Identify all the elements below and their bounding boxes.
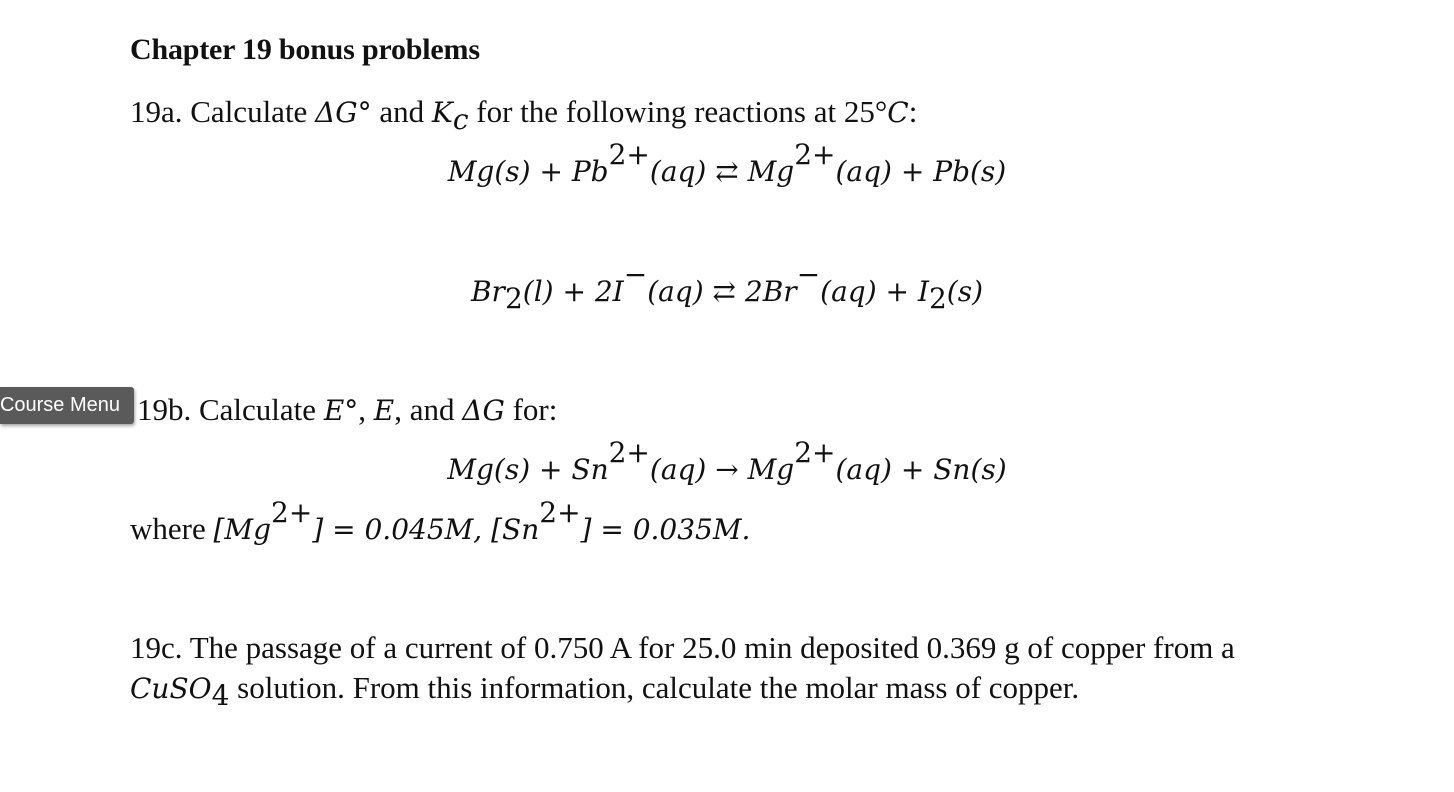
page-title: Chapter 19 bonus problems bbox=[130, 33, 480, 66]
problem-19c-line-1: 19c. The passage of a current of 0.750 A for 25.0 min deposited 0.369 g of copper from a bbox=[130, 630, 1235, 665]
problem-19b-prompt: 19b. Calculate E°, E, and ΔG for: bbox=[137, 392, 558, 427]
reaction-equation-2: $Br_2(l) + 2I^-(aq)$ ⇄ $2Br^-(aq) + I_2(s)$ bbox=[470, 258, 984, 315]
concentration-conditions: where $[Mg^{2+}] = 0.045M$, $[Sn^{2+}] = 0.035M$. bbox=[130, 496, 751, 546]
reaction-equation-3: $Mg(s) + Sn^{2+}(aq) \to Mg^{2+}(aq) + Sn(s)$ bbox=[447, 436, 1007, 486]
reaction-equation-1: $Mg(s) + Pb^{2+}(aq)$ ⇄ $Mg^{2+}(aq) + Pb(s)$ bbox=[447, 138, 1007, 188]
course-menu-button[interactable]: Course Menu bbox=[0, 387, 134, 424]
problem-19c-line-2: CuSO$_4$ solution. From this information, calculate the molar mass of copper. bbox=[130, 670, 1080, 712]
problem-19a-prompt: 19a. Calculate ΔG° and $K_c$ for the following reactions at 25°C: bbox=[130, 94, 918, 136]
